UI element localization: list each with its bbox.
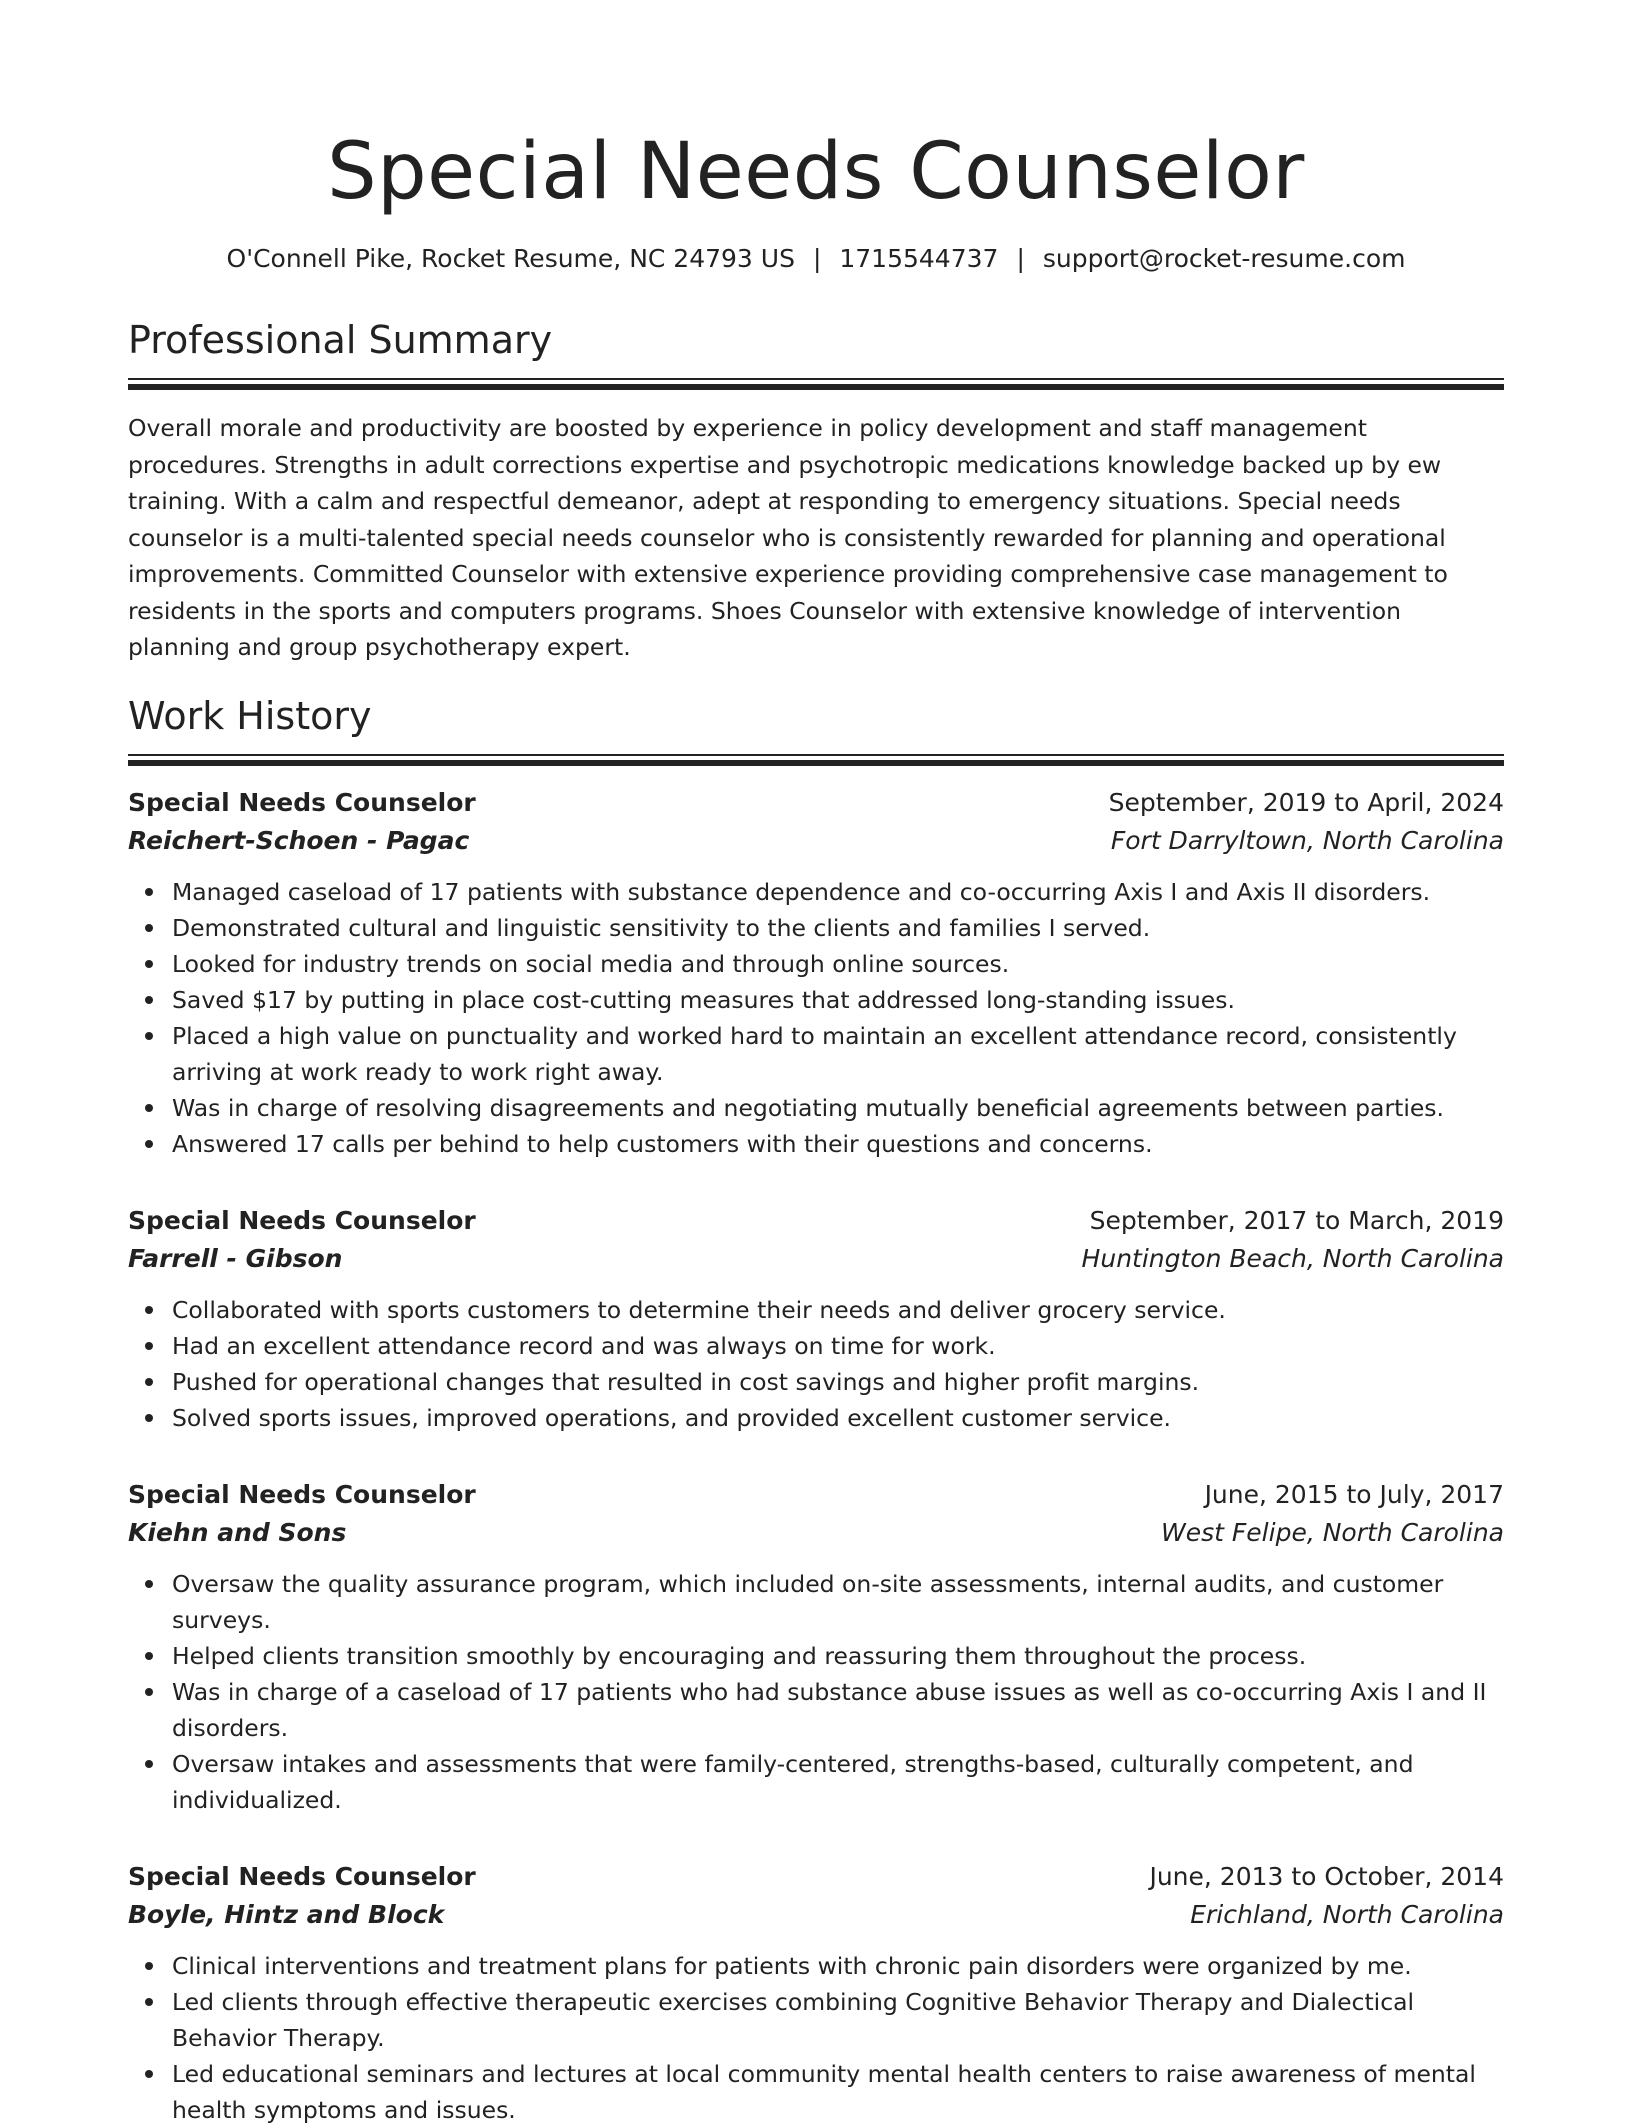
summary-text: Overall morale and productivity are boosted by experience in policy development and staff management procedures. Strengths in adult corrections expertise and psychotropic medications knowledge backed up by ew training. With a calm and respectful demeanor, adept at responding to emergency situations. Special needs counselor is a multi-talented special needs counselor who is consistently rewarded for planning and operational improvements. Committed Counselor with extensive experience providing comprehensive case management to residents in the sports and computers programs. Shoes Counselor with extensive knowledge of intervention planning and group psychotherapy expert.	[128, 414, 1448, 661]
job-list	[128, 784, 1504, 2128]
contact-email: support@rocket-resume.com	[1042, 244, 1406, 273]
job-bullet: Led educational seminars and lectures at local community mental health centers to raise awareness of mental health symptoms and issues.	[128, 2056, 1504, 2128]
section-divider	[128, 378, 1504, 390]
job-entry	[128, 1858, 1504, 2128]
job-dates: September, 2017 to March, 2019	[1089, 1205, 1504, 1235]
job-bullet: Had an excellent attendance record and was always on time for work.	[128, 1328, 1504, 1364]
job-bullet: Pushed for operational changes that resulted in cost savings and higher profit margins.	[128, 1364, 1504, 1400]
job-bullet: Solved sports issues, improved operations, and provided excellent customer service.	[128, 1400, 1504, 1436]
job-title: Special Needs Counselor	[128, 1205, 476, 1235]
resume-page	[128, 0, 1504, 2128]
job-bullet: Demonstrated cultural and linguistic sensitivity to the clients and families I served.	[128, 910, 1504, 946]
job-bullet: Collaborated with sports customers to determine their needs and deliver grocery service.	[128, 1292, 1504, 1328]
job-bullet: Answered 17 calls per behind to help customers with their questions and concerns.	[128, 1126, 1504, 1162]
job-entry	[128, 784, 1504, 1162]
job-header-row	[128, 1202, 1504, 1240]
contact-phone: 1715544737	[839, 244, 999, 273]
job-company: Farrell - Gibson	[128, 1243, 343, 1273]
job-company-row	[128, 1896, 1504, 1934]
job-location: West Felipe, North Carolina	[1161, 1517, 1504, 1547]
job-bullet: Looked for industry trends on social media and through online sources.	[128, 946, 1504, 982]
job-dates: June, 2015 to July, 2017	[1204, 1479, 1504, 1509]
job-title: Special Needs Counselor	[128, 787, 476, 817]
job-bullet-list	[128, 1566, 1504, 1818]
job-header-row	[128, 1476, 1504, 1514]
job-bullet: Led clients through effective therapeutic exercises combining Cognitive Behavior Therapy and Dialectical Behavior Therapy.	[128, 1984, 1504, 2056]
summary-section	[128, 316, 1504, 666]
work-history-section	[128, 692, 1504, 2128]
job-location: Erichland, North Carolina	[1190, 1899, 1504, 1929]
job-entry	[128, 1202, 1504, 1436]
job-bullet: Clinical interventions and treatment plans for patients with chronic pain disorders were organized by me.	[128, 1948, 1504, 1984]
job-title: Special Needs Counselor	[128, 1861, 476, 1891]
job-bullet: Was in charge of resolving disagreements and negotiating mutually beneficial agreements between parties.	[128, 1090, 1504, 1126]
section-divider	[128, 754, 1504, 766]
job-company: Boyle, Hintz and Block	[128, 1899, 445, 1929]
job-entry	[128, 1476, 1504, 1818]
job-company: Kiehn and Sons	[128, 1517, 347, 1547]
section-heading-summary: Professional Summary	[128, 318, 553, 362]
job-bullet-list	[128, 874, 1504, 1162]
job-bullet: Oversaw intakes and assessments that were family-centered, strengths-based, culturally competent, and individualized.	[128, 1746, 1504, 1818]
job-header-row	[128, 784, 1504, 822]
section-heading-work-history: Work History	[128, 693, 372, 738]
job-location: Fort Darryltown, North Carolina	[1110, 825, 1504, 855]
job-bullet-list	[128, 1292, 1504, 1436]
job-header-row	[128, 1858, 1504, 1896]
resume-title: Special Needs Counselor	[327, 127, 1305, 217]
job-title: Special Needs Counselor	[128, 1479, 476, 1509]
job-bullet: Was in charge of a caseload of 17 patients who had substance abuse issues as well as co-occurring Axis I and II disorders.	[128, 1674, 1504, 1746]
contact-separator: |	[812, 244, 822, 273]
job-location: Huntington Beach, North Carolina	[1081, 1243, 1504, 1273]
job-company: Reichert-Schoen - Pagac	[128, 825, 470, 855]
job-company-row	[128, 822, 1504, 860]
job-bullet: Managed caseload of 17 patients with substance dependence and co-occurring Axis I and Axis II disorders.	[128, 874, 1504, 910]
job-bullet: Helped clients transition smoothly by encouraging and reassuring them throughout the process.	[128, 1638, 1504, 1674]
job-bullet: Placed a high value on punctuality and worked hard to maintain an excellent attendance record, consistently arriving at work ready to work right away.	[128, 1018, 1504, 1090]
job-bullet-list	[128, 1948, 1504, 2128]
job-dates: September, 2019 to April, 2024	[1108, 787, 1504, 817]
contact-separator: |	[1016, 244, 1025, 273]
contact-line	[128, 242, 1504, 276]
job-bullet: Saved $17 by putting in place cost-cutting measures that addressed long-standing issues.	[128, 982, 1504, 1018]
contact-address: O'Connell Pike, Rocket Resume, NC 24793 US	[226, 244, 795, 273]
job-bullet: Oversaw the quality assurance program, which included on-site assessments, internal audits, and customer surveys.	[128, 1566, 1504, 1638]
job-dates: June, 2013 to October, 2014	[1149, 1861, 1504, 1891]
job-company-row	[128, 1240, 1504, 1278]
job-company-row	[128, 1514, 1504, 1552]
